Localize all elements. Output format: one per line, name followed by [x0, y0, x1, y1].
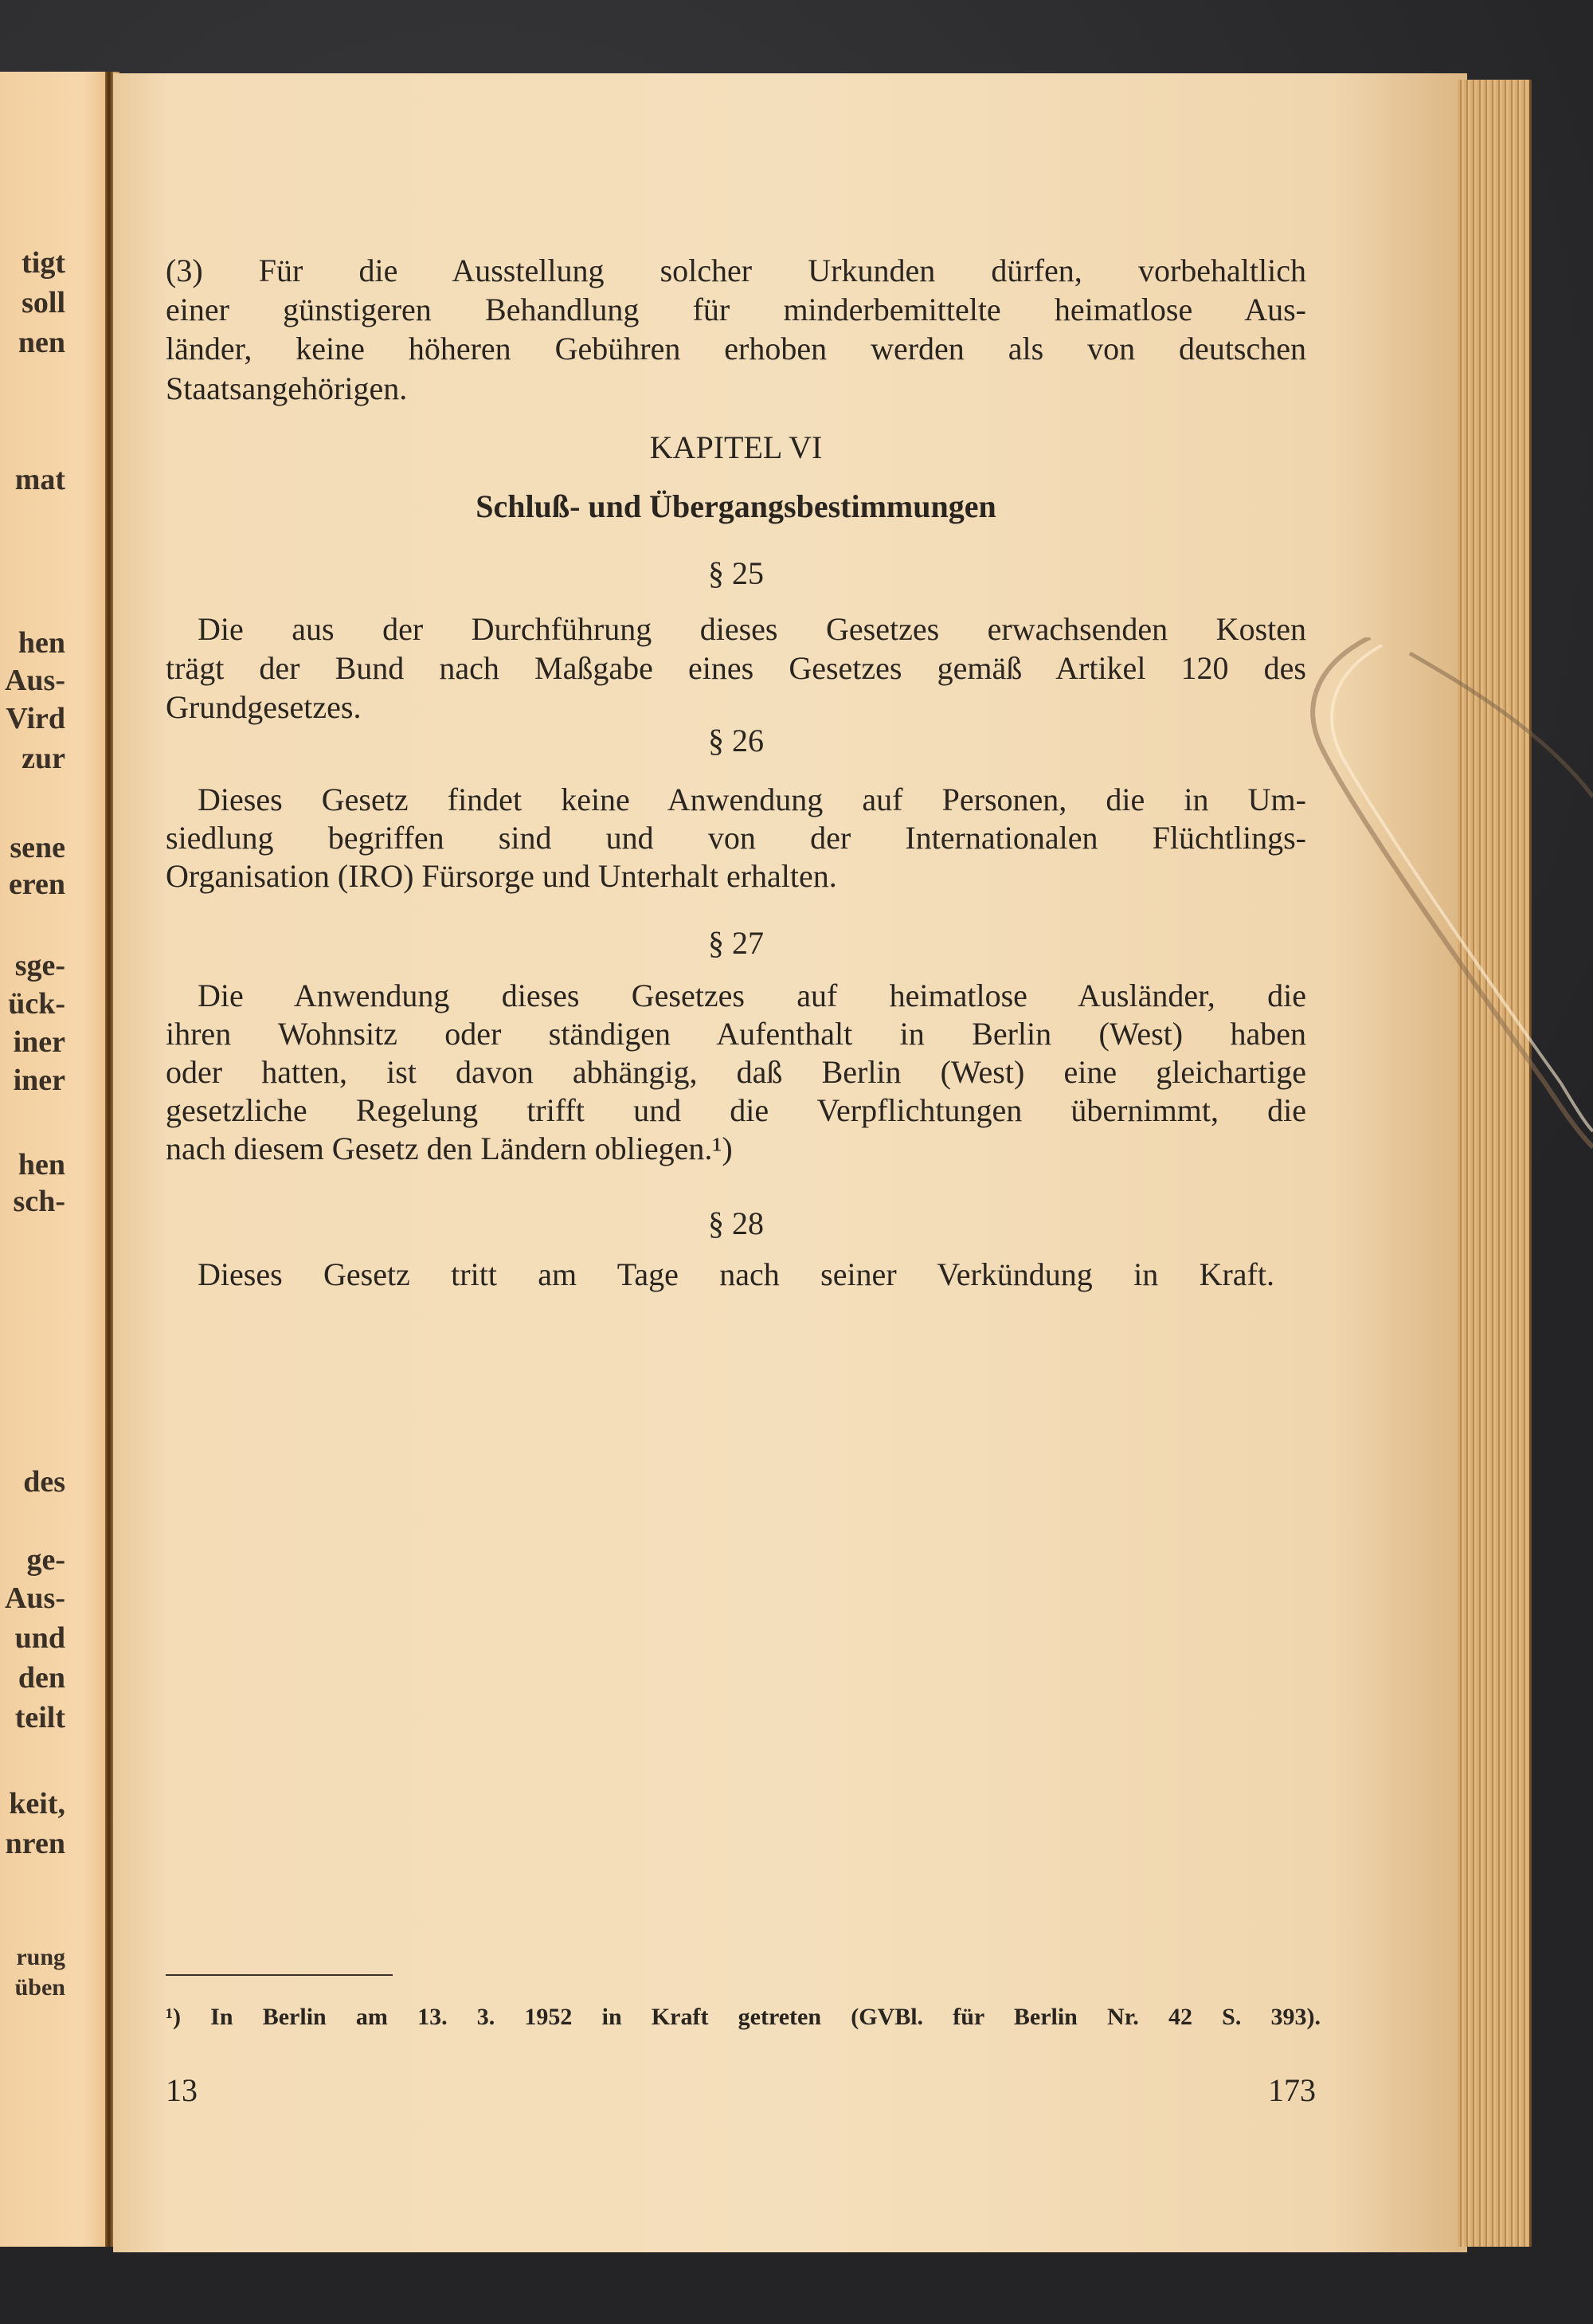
left-page-fragment: des	[23, 1465, 65, 1499]
chapter-subtitle: Schluß- und Übergangsbestimmungen	[476, 488, 996, 524]
book-gutter	[105, 72, 113, 2247]
left-page-fragment: iner	[13, 1064, 65, 1097]
footnote: ¹) In Berlin am 13. 3. 1952 in Kraft getreten (GVBl. für Berlin Nr. 42 S. 393).	[166, 2004, 1321, 2030]
footnote-rule	[166, 1974, 393, 1976]
left-page-fragment: nren	[5, 1827, 65, 1860]
paragraph-line: länder, keine höheren Gebühren erhoben werden als von deutschen	[166, 331, 1306, 366]
paragraph-line: (3) Für die Ausstellung solcher Urkunden dürfen, vorbehaltlich	[166, 253, 1306, 288]
left-page-fragment: sch-	[13, 1185, 65, 1218]
left-page-fragment: hen	[18, 1148, 65, 1182]
paragraph-line: Grundgesetzes.	[166, 689, 362, 725]
left-page-text	[0, 0, 65, 2324]
paragraph-line: gesetzliche Regelung trifft und die Verpflichtungen übernimmt, die	[166, 1092, 1306, 1128]
left-page-fragment: iner	[13, 1025, 65, 1059]
left-page-fragment: mat	[14, 463, 65, 496]
paragraph-line: Organisation (IRO) Fürsorge und Unterhalt erhalten.	[166, 858, 837, 894]
eyeglasses-image	[1306, 637, 1593, 1155]
page-edges	[1458, 80, 1532, 2247]
paragraph-line: ihren Wohnsitz oder ständigen Aufenthalt in Berlin (West) haben	[166, 1016, 1306, 1052]
left-page-fragment: Aus-	[4, 664, 65, 697]
left-page-fragment: sge-	[14, 949, 65, 982]
left-page-fragment: den	[18, 1661, 65, 1695]
paragraph-line: Die Anwendung dieses Gesetzes auf heimatlose Ausländer, die	[198, 978, 1306, 1013]
section-heading: § 25	[708, 555, 764, 591]
left-page-fragment: teilt	[14, 1701, 65, 1734]
chapter-title: KAPITEL VI	[649, 429, 823, 465]
paragraph-line: einer günstigeren Behandlung für minderbemittelte heimatlose Aus-	[166, 292, 1306, 327]
paragraph-line: siedlung begriffen sind und von der Internationalen Flüchtlings-	[166, 820, 1306, 856]
paragraph-line: oder hatten, ist davon abhängig, daß Berlin (West) eine gleichartige	[166, 1054, 1306, 1090]
left-page-fragment: zur	[22, 742, 65, 775]
paragraph-line: Dieses Gesetz findet keine Anwendung auf Personen, die in Um-	[198, 782, 1306, 817]
left-page-fragment: soll	[22, 286, 65, 319]
section-heading: § 28	[708, 1205, 764, 1241]
left-page-fragment: eren	[8, 868, 65, 901]
left-page-fragment: keit,	[9, 1787, 65, 1820]
left-page-fragment: hen	[18, 626, 65, 660]
left-page-fragment: rung	[16, 1944, 65, 1970]
left-page-fragment: und	[14, 1621, 65, 1655]
left-page-fragment: Aus-	[4, 1581, 65, 1615]
signature-mark: 13	[166, 2072, 198, 2108]
paragraph-line: Dieses Gesetz tritt am Tage nach seiner Verkündung in Kraft.	[198, 1256, 1274, 1292]
left-page-fragment: nen	[18, 326, 65, 359]
left-page-fragment: Vird	[6, 702, 65, 735]
left-page-fragment: sene	[10, 831, 65, 864]
page-number: 173	[1268, 2072, 1316, 2108]
left-page-fragment: ück-	[8, 987, 65, 1021]
paragraph-line: trägt der Bund nach Maßgabe eines Gesetzes gemäß Artikel 120 des	[166, 650, 1306, 686]
paragraph-line: nach diesem Gesetz den Ländern obliegen.¹)	[166, 1131, 733, 1166]
paragraph-line: Die aus der Durchführung dieses Gesetzes erwachsenden Kosten	[198, 611, 1306, 647]
paragraph-line: Staatsangehörigen.	[166, 370, 408, 406]
left-page-fragment: tigt	[22, 246, 65, 280]
left-page-fragment: üben	[14, 1974, 65, 2001]
section-heading: § 27	[708, 925, 764, 961]
left-page-fragment: ge-	[26, 1543, 65, 1577]
section-heading: § 26	[708, 723, 764, 758]
